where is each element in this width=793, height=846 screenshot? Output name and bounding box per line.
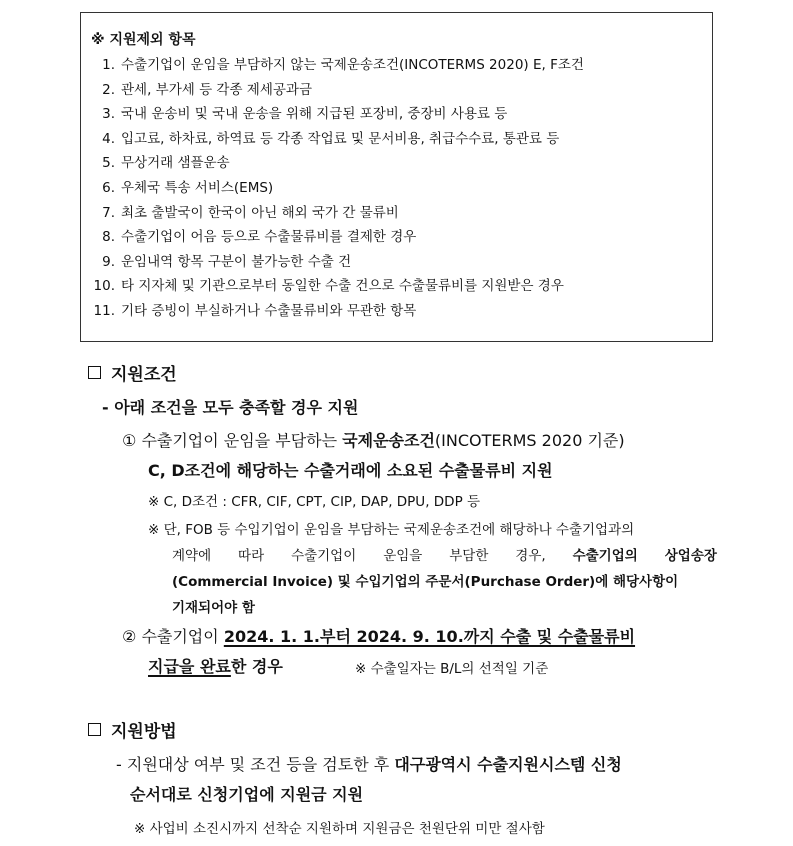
condition-2-period: 2024. 1. 1.부터 2024. 9. 10.까지 수출 및 수출물류비 — [223, 627, 636, 646]
note-word: 수출기업이 — [291, 548, 357, 564]
item-text: 우체국 특송 서비스(EMS) — [121, 179, 274, 196]
exclusion-item — [89, 201, 702, 226]
note-word: 부담한 — [449, 548, 489, 564]
condition-1-incoterms: (INCOTERMS 2020 기준) — [434, 431, 625, 450]
item-text: 관세, 부가세 등 각종 제세공과금 — [121, 81, 312, 98]
conditions-heading-text: 지원조건 — [111, 365, 177, 385]
item-number: 7. — [102, 204, 115, 221]
method-note: ※ 사업비 소진시까지 선착순 지원하며 지원금은 천원단위 미만 절사함 — [134, 821, 545, 837]
item-number: 6. — [102, 179, 115, 196]
condition-2-note: ※ 수출일자는 B/L의 선적일 기준 — [355, 661, 549, 677]
condition-2-line2 — [148, 654, 283, 677]
condition-1-note2-line1: ※ 단, FOB 등 수입기업이 운임을 부담하는 국제운송조건에 해당하나 수출기업과의 — [148, 522, 635, 538]
item-text: 최초 출발국이 한국이 아닌 해외 국가 간 물류비 — [121, 204, 399, 221]
exclusion-item — [89, 102, 702, 127]
condition-2-line1 — [122, 624, 635, 647]
item-number: 4. — [102, 130, 115, 147]
note-word: 운임을 — [383, 548, 423, 564]
item-number: 8. — [102, 229, 115, 246]
note-word: 계약에 — [172, 548, 212, 564]
note-bold-word: 수출기업의 — [572, 548, 638, 564]
item-number: 10. — [93, 278, 115, 295]
exclusion-item — [89, 299, 702, 324]
condition-2-text: 수출기업이 — [141, 627, 224, 646]
exclusion-item — [89, 225, 702, 250]
method-line1 — [116, 752, 622, 775]
condition-1-note2-line2 — [172, 544, 717, 564]
conditions-heading — [88, 360, 177, 385]
checkbox-square-icon — [88, 723, 101, 736]
circled-number-1: ① — [122, 431, 137, 450]
condition-1-text: 수출기업이 운임을 부담하는 — [141, 431, 343, 450]
circled-number-2: ② — [122, 627, 137, 646]
method-heading — [88, 717, 177, 742]
exclusion-item — [89, 250, 702, 275]
method-bold: 대구광역시 수출지원시스템 신청 — [394, 755, 622, 774]
exclusion-list — [89, 53, 702, 324]
item-number: 3. — [102, 106, 115, 123]
condition-2-suffix: 한 경우 — [230, 657, 283, 676]
item-text: 입고료, 하차료, 하역료 등 각종 작업료 및 문서비용, 취급수수료, 통관료 등 — [121, 130, 560, 147]
item-number: 5. — [102, 155, 115, 172]
exclusion-box — [80, 12, 713, 342]
item-text: 수출기업이 운임을 부담하지 않는 국제운송조건(INCOTERMS 2020) E, F조건 — [121, 57, 584, 73]
item-number: 2. — [102, 81, 115, 98]
exclusion-item — [89, 151, 702, 176]
item-text: 국내 운송비 및 국내 운송을 위해 지급된 포장비, 중장비 사용료 등 — [121, 106, 508, 123]
method-text: - 지원대상 여부 및 조건 등을 검토한 후 — [116, 755, 395, 774]
exclusion-item — [89, 274, 702, 299]
item-text: 타 지자체 및 기관으로부터 동일한 수출 건으로 수출물류비를 지원받은 경우 — [121, 278, 564, 295]
condition-1-note1: ※ C, D조건 : CFR, CIF, CPT, CIP, DAP, DPU, DDP 등 — [148, 494, 481, 510]
condition-1-bold: 국제운송조건 — [342, 431, 435, 450]
exclusion-title: ※ 지원제외 항목 — [91, 32, 196, 48]
method-line2: 순서대로 신청기업에 지원금 지원 — [130, 785, 364, 804]
exclusion-item — [89, 53, 702, 78]
item-number: 9. — [102, 253, 115, 270]
item-text: 무상거래 샘플운송 — [121, 155, 230, 172]
item-number: 1. — [102, 57, 115, 73]
method-heading-text: 지원방법 — [111, 722, 177, 742]
item-text: 수출기업이 어음 등으로 수출물류비를 결제한 경우 — [121, 229, 417, 246]
condition-2-complete: 지급을 완료 — [148, 657, 231, 676]
note-word: 경우, — [515, 548, 546, 564]
note-word: 따라 — [238, 548, 265, 564]
condition-1-line2: C, D조건에 해당하는 수출거래에 소요된 수출물류비 지원 — [148, 461, 553, 480]
exclusion-item — [89, 78, 702, 103]
exclusion-item — [89, 176, 702, 201]
condition-1-note2-line3: (Commercial Invoice) 및 수입기업의 주문서(Purchase Order)에 해당사항이 — [172, 574, 679, 590]
conditions-lead: - 아래 조건을 모두 충족할 경우 지원 — [102, 398, 359, 417]
item-text: 기타 증빙이 부실하거나 수출물류비와 무관한 항목 — [121, 302, 417, 319]
note-bold-word: 상업송장 — [664, 548, 717, 564]
condition-1-note2-line4: 기재되어야 함 — [172, 600, 255, 616]
condition-1-line1 — [122, 428, 625, 451]
checkbox-square-icon — [88, 366, 101, 379]
item-number: 11. — [93, 302, 115, 319]
item-text: 운임내역 항목 구분이 불가능한 수출 건 — [121, 253, 352, 270]
exclusion-item — [89, 127, 702, 152]
